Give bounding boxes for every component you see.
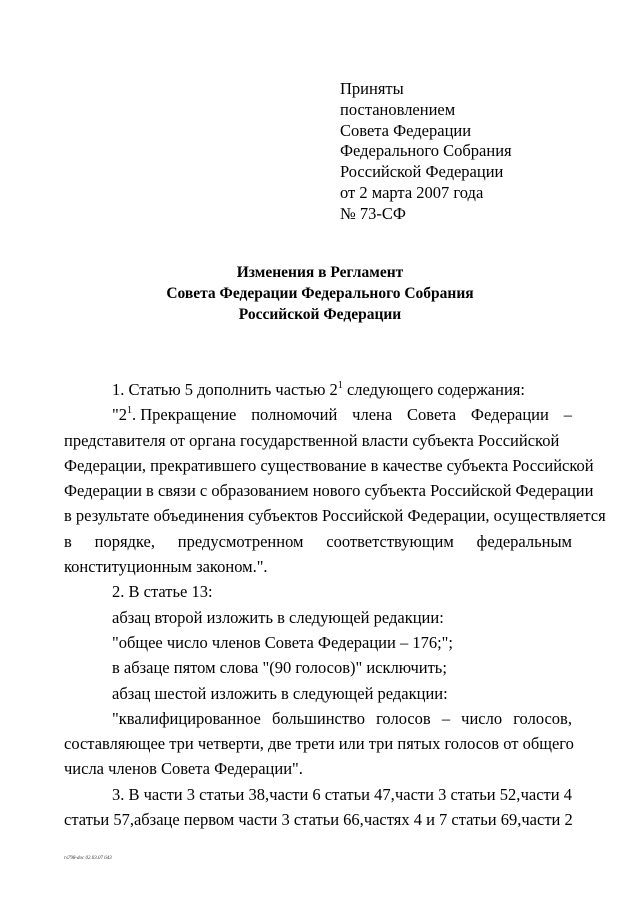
body-line: абзац второй изложить в следующей редакции: bbox=[112, 607, 444, 627]
approval-line: № 73-СФ bbox=[340, 203, 406, 223]
text-run: части 2 bbox=[521, 810, 573, 830]
text-run: – bbox=[563, 405, 572, 425]
text-run: части 6 статьи 47, bbox=[269, 784, 395, 804]
document-body bbox=[64, 377, 606, 832]
approval-line: от 2 марта 2007 года bbox=[340, 182, 484, 202]
body-line bbox=[64, 706, 572, 731]
text-run: части 3 статьи 52, bbox=[394, 784, 521, 804]
approval-line: Российской Федерации bbox=[340, 162, 504, 182]
approval-block bbox=[340, 79, 512, 225]
body-line bbox=[64, 529, 572, 554]
superscript: 1 bbox=[337, 380, 343, 391]
title-line: Российской Федерации bbox=[238, 306, 402, 323]
file-footer: rs798-doc 02.03.07 643 bbox=[64, 856, 112, 861]
text-run: следующего содержания: bbox=[342, 380, 525, 399]
text-run: число bbox=[461, 708, 503, 728]
body-line: представителя от органа государственной власти субъекта Российской bbox=[64, 430, 560, 450]
text-run: федеральным bbox=[476, 531, 572, 551]
document-title bbox=[0, 262, 640, 325]
text-run: соответствующим bbox=[326, 531, 454, 551]
text-run: абзаце первом части 3 статьи 66, bbox=[133, 810, 364, 830]
body-line: "общее число членов Совета Федерации – 176;"; bbox=[112, 632, 453, 652]
body-line bbox=[64, 807, 572, 832]
paragraph-3 bbox=[64, 782, 572, 807]
text-run: полномочий bbox=[251, 405, 338, 425]
text-run: Совета bbox=[407, 405, 457, 425]
approval-line: постановлением bbox=[340, 99, 456, 119]
body-line: Федерации в связи с образованием нового субъекта Российской Федерации bbox=[64, 481, 594, 501]
title-line: Совета Федерации Федерального Собрания bbox=[166, 285, 474, 302]
approval-line: Совета Федерации bbox=[340, 120, 472, 140]
body-line: составляющее три четверти, две трети или три пятых голосов от общего bbox=[64, 734, 574, 754]
body-line: Федерации, прекратившего существование в качестве субъекта Российской bbox=[64, 455, 594, 475]
text-run: 3. В части 3 статьи 38, bbox=[112, 784, 270, 804]
text-run: частях 4 и 7 статьи 69, bbox=[363, 810, 522, 830]
approval-line: Приняты bbox=[340, 79, 404, 98]
text-run: 1. Статью 5 дополнить частью 2 bbox=[112, 380, 338, 399]
text-run: статьи 57, bbox=[64, 810, 134, 830]
text-run: порядке, bbox=[94, 531, 155, 551]
text-run: предусмотренном bbox=[177, 531, 304, 551]
text-run: члена bbox=[352, 405, 393, 425]
body-line: в абзаце пятом слова "(90 голосов)" исключить; bbox=[112, 658, 447, 678]
body-line: абзац шестой изложить в следующей редакции: bbox=[112, 683, 448, 703]
text-run: части 4 bbox=[520, 784, 572, 804]
text-run: Федерации bbox=[470, 405, 549, 425]
body-line: конституционным законом.". bbox=[64, 557, 268, 577]
text-run: в bbox=[64, 531, 72, 551]
quoted-paragraph-line bbox=[64, 402, 572, 427]
text-run: голосов, bbox=[513, 708, 572, 728]
text-run: большинство bbox=[271, 708, 365, 728]
paragraph-1 bbox=[64, 377, 572, 402]
body-line: числа членов Совета Федерации". bbox=[64, 759, 303, 779]
title-line: Изменения в Регламент bbox=[236, 264, 404, 281]
text-run: голосов bbox=[376, 708, 431, 728]
text-run: "квалифицированное bbox=[112, 708, 261, 728]
text-run: "$2^1$. Прекращение bbox=[112, 405, 237, 425]
body-line: в результате объединения субъектов Российской Федерации, осуществляется bbox=[64, 506, 606, 526]
text-run: – bbox=[441, 708, 451, 728]
approval-line: Федерального Собрания bbox=[340, 141, 512, 161]
paragraph-2: 2. В статье 13: bbox=[112, 582, 213, 602]
